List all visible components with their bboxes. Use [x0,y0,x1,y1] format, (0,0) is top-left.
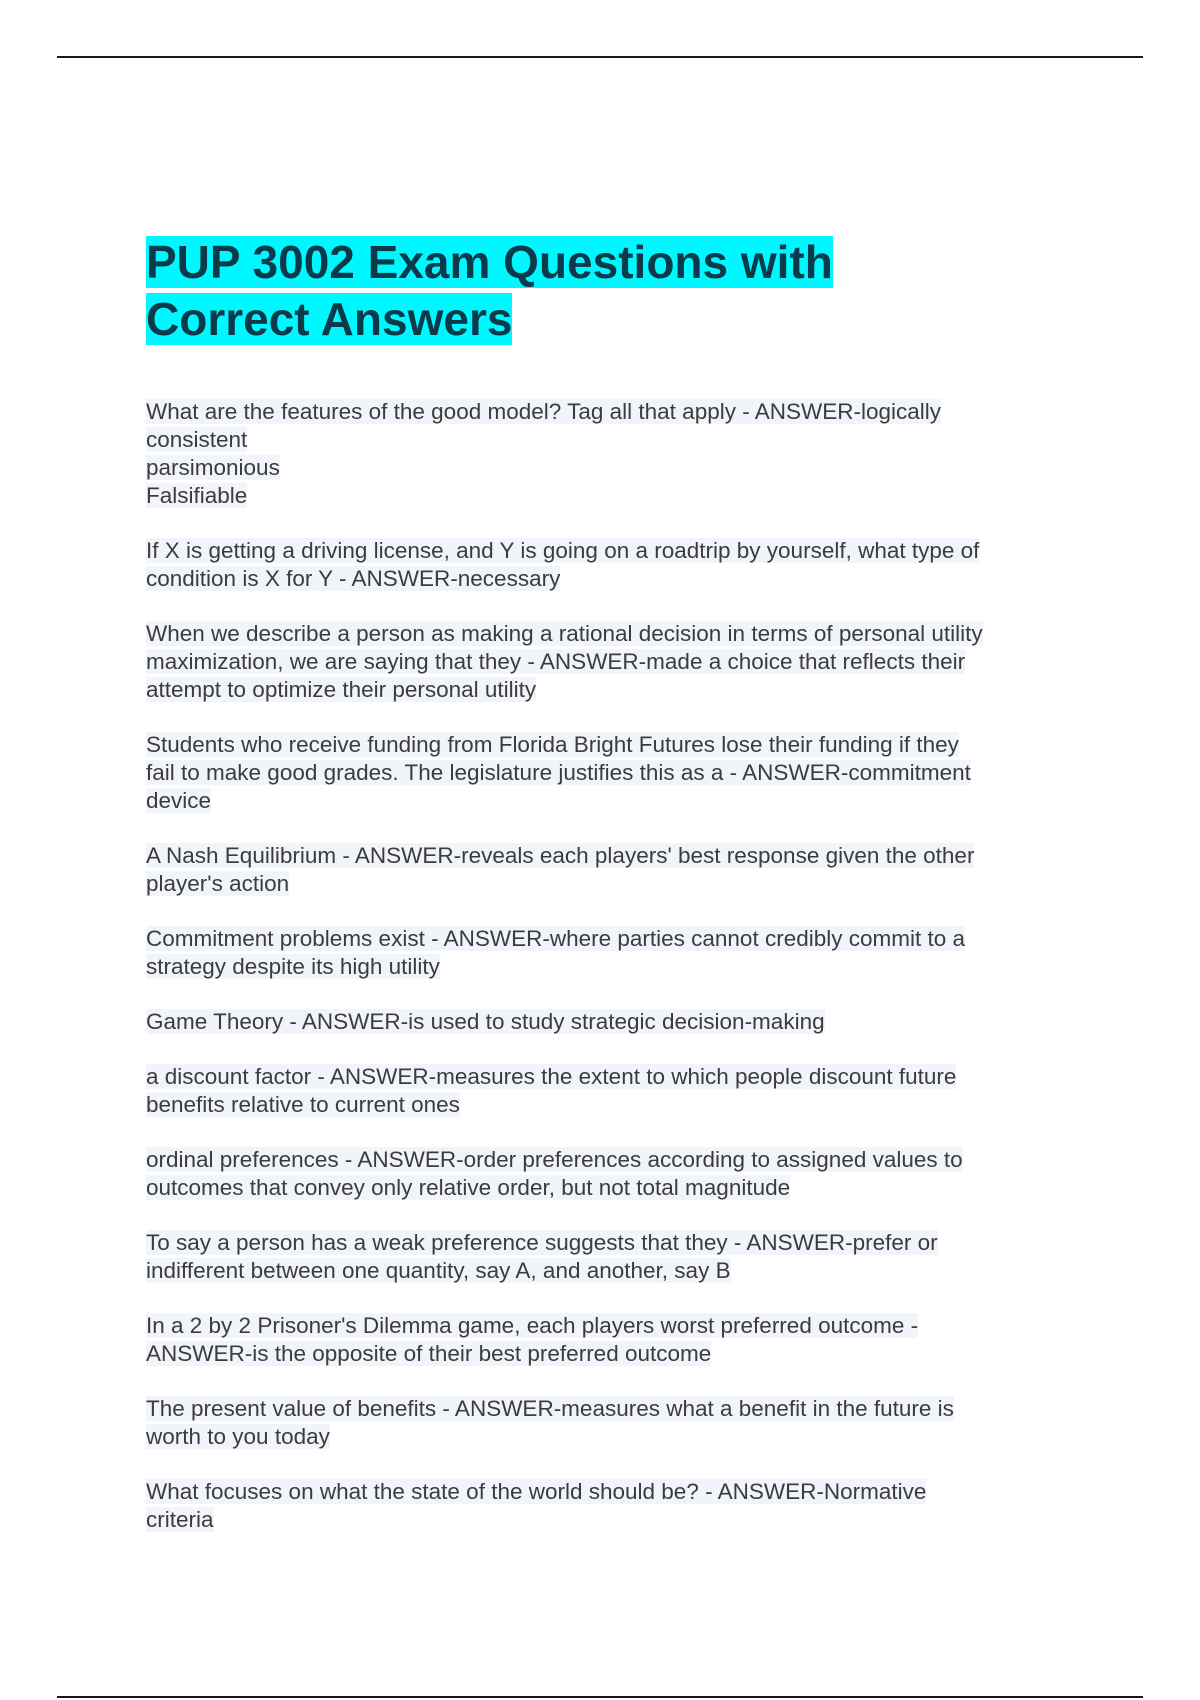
qa-line-text: maximization, we are saying that they - ANSWER-made a choice that reflects their [146,649,966,674]
qa-line-text: What focuses on what the state of the world should be? - ANSWER-Normative [146,1479,927,1504]
qa-line-text: The present value of benefits - ANSWER-measures what a benefit in the future is [146,1396,954,1421]
qa-item [146,537,1066,593]
qa-line-text: player's action [146,871,290,896]
qa-line [146,759,1066,787]
qa-line [146,1257,1066,1285]
qa-item [146,398,1066,510]
qa-line-text: parsimonious [146,455,280,480]
qa-item [146,1008,1066,1036]
qa-line [146,1340,1066,1368]
top-rule [57,56,1143,58]
qa-line-text: What are the features of the good model? Tag all that apply - ANSWER-logically [146,399,942,424]
qa-item [146,1229,1066,1285]
qa-line [146,787,1066,815]
qa-line-text: Falsifiable [146,483,248,508]
qa-item [146,1478,1066,1534]
qa-line-text: When we describe a person as making a rational decision in terms of personal utility [146,621,983,646]
qa-line [146,1395,1066,1423]
qa-line [146,1506,1066,1534]
qa-item [146,731,1066,815]
qa-line-text: Game Theory - ANSWER-is used to study strategic decision-making [146,1009,825,1034]
qa-line-text: To say a person has a weak preference suggests that they - ANSWER-prefer or [146,1230,938,1255]
qa-line [146,1146,1066,1174]
qa-line-text: benefits relative to current ones [146,1092,460,1117]
qa-item [146,1395,1066,1451]
qa-line [146,1091,1066,1119]
qa-line [146,925,1066,953]
qa-line [146,1423,1066,1451]
qa-item [146,925,1066,981]
qa-line [146,537,1066,565]
qa-line-text: consistent [146,427,248,452]
qa-line-text: strategy despite its high utility [146,954,440,979]
qa-line-text: a discount factor - ANSWER-measures the extent to which people discount future [146,1064,957,1089]
qa-line-text: ordinal preferences - ANSWER-order preferences according to assigned values to [146,1147,963,1172]
qa-line-text: fail to make good grades. The legislature justifies this as a - ANSWER-commitment [146,760,971,785]
qa-line-text: outcomes that convey only relative order, but not total magnitude [146,1175,791,1200]
qa-line-text: Students who receive funding from Florida Bright Futures lose their funding if they [146,732,959,757]
document-content [146,234,1066,1561]
qa-line-text: condition is X for Y - ANSWER-necessary [146,566,561,591]
qa-line [146,1063,1066,1091]
qa-line [146,398,1066,426]
qa-item [146,1063,1066,1119]
qa-line-text: worth to you today [146,1424,330,1449]
qa-line-text: A Nash Equilibrium - ANSWER-reveals each players' best response given the other [146,843,975,868]
title-line-1: PUP 3002 Exam Questions with [146,236,833,288]
qa-line [146,620,1066,648]
qa-line-text: device [146,788,212,813]
qa-line-text: If X is getting a driving license, and Y is going on a roadtrip by yourself, what type of [146,538,980,563]
title-line-2: Correct Answers [146,293,513,345]
qa-line [146,676,1066,704]
qa-line [146,1174,1066,1202]
qa-line-text: indifferent between one quantity, say A, and another, say B [146,1258,731,1283]
qa-line-text: ANSWER-is the opposite of their best preferred outcome [146,1341,712,1366]
qa-line [146,648,1066,676]
qa-line [146,731,1066,759]
qa-line-text: attempt to optimize their personal utility [146,677,537,702]
qa-line [146,482,1066,510]
qa-item [146,842,1066,898]
qa-line [146,426,1066,454]
qa-line [146,870,1066,898]
qa-line [146,454,1066,482]
qa-line [146,842,1066,870]
qa-line [146,1478,1066,1506]
qa-line [146,1312,1066,1340]
qa-line-text: In a 2 by 2 Prisoner's Dilemma game, each players worst preferred outcome - [146,1313,919,1338]
qa-item [146,1312,1066,1368]
qa-line [146,565,1066,593]
qa-line [146,1008,1066,1036]
qa-line-text: criteria [146,1507,214,1532]
qa-line [146,1229,1066,1257]
qa-list [146,398,1066,1534]
document-title [146,234,1066,348]
qa-item [146,620,1066,704]
qa-line-text: Commitment problems exist - ANSWER-where parties cannot credibly commit to a [146,926,966,951]
bottom-rule [57,1696,1143,1698]
qa-line [146,953,1066,981]
qa-item [146,1146,1066,1202]
